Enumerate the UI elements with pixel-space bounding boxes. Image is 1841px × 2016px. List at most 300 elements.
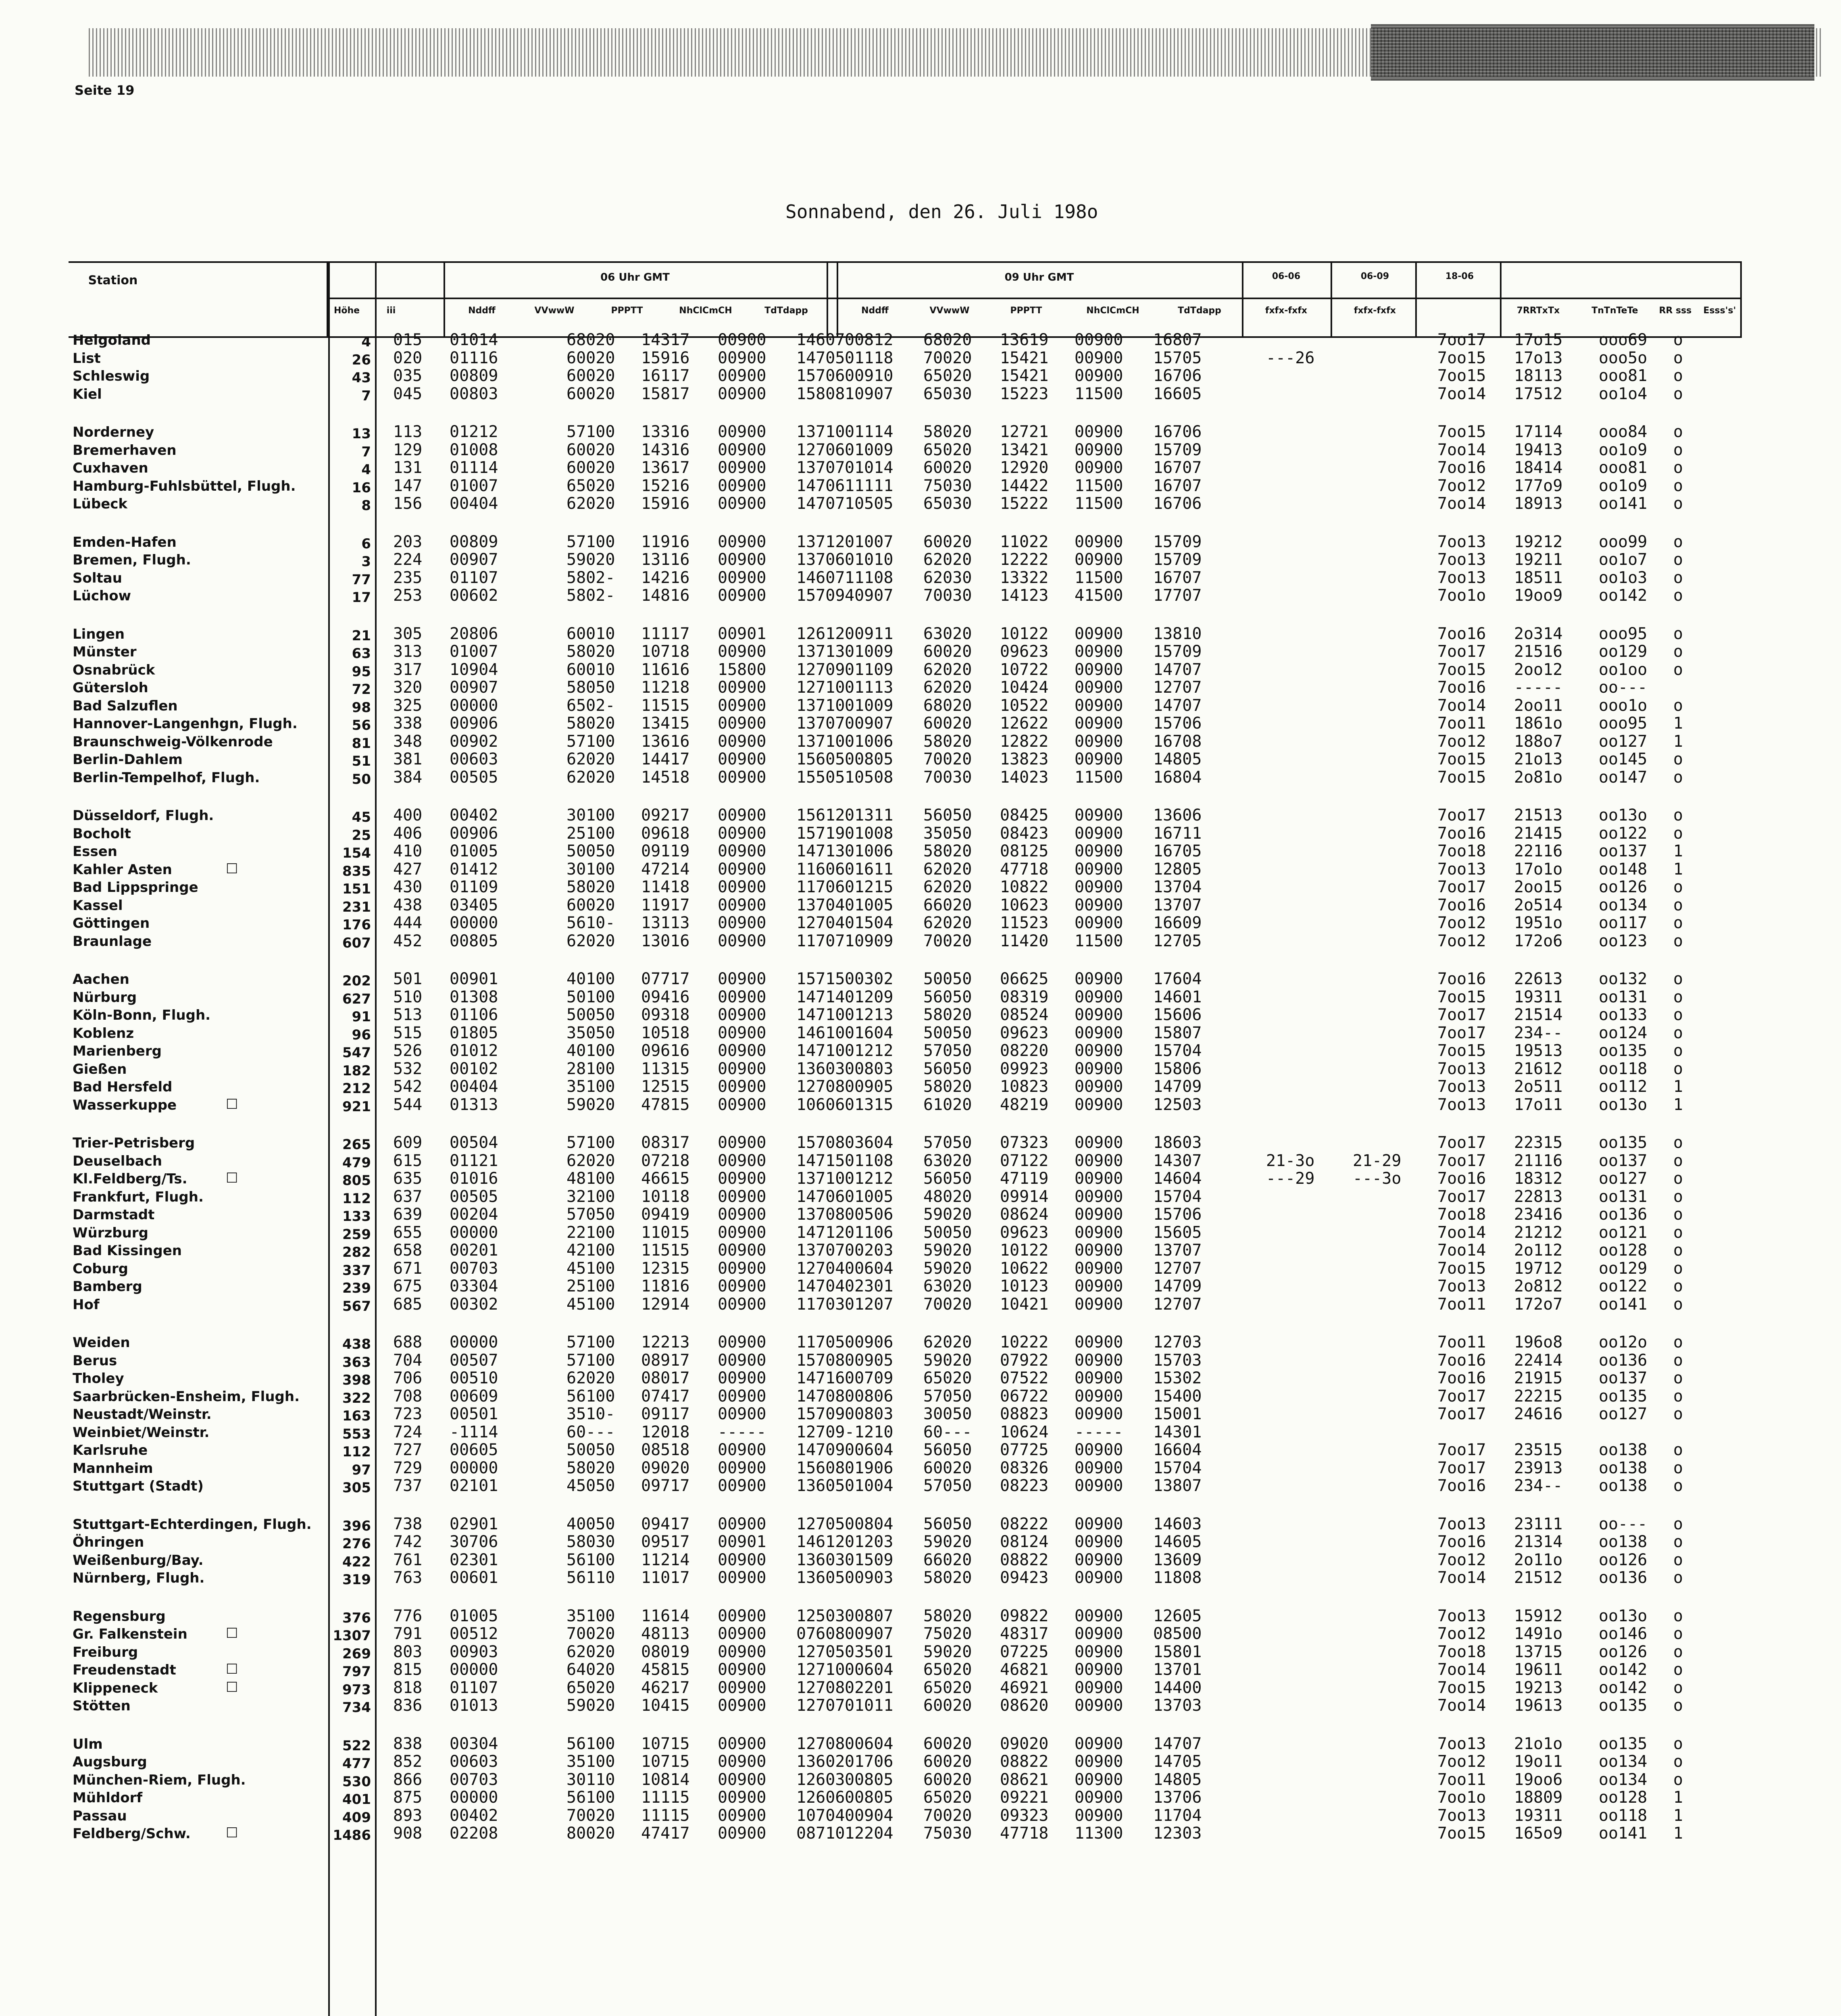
rr-txtx: 7oo15 (1437, 349, 1486, 367)
obs09-ppptt: 07725 (1000, 1441, 1049, 1459)
obs06-tdtd: 12603 (796, 1770, 845, 1789)
table-row (0, 970, 1841, 987)
esss: 1 (1673, 1824, 1683, 1843)
obs06-tdtd: 12606 (796, 1788, 845, 1807)
obs09-ppptt: 10122 (1000, 625, 1049, 643)
table-row (0, 678, 1841, 696)
obs06-tdtd: 12708 (796, 1735, 845, 1753)
obs09-clouds: 00900 (1075, 714, 1123, 733)
station-id: 671 (393, 1259, 423, 1278)
obs09-tdtd: 12703 (1153, 1333, 1202, 1352)
obs06-vvwww: 62020 (566, 1369, 615, 1387)
obs09-tdtd: 15704 (1153, 1187, 1202, 1206)
esss: o (1673, 1133, 1683, 1152)
obs09-clouds: 11500 (1075, 932, 1123, 950)
obs06-vvwww: 42100 (566, 1241, 615, 1260)
obs09-clouds: 00900 (1075, 1515, 1123, 1533)
tn-te: 2oo11 (1514, 696, 1563, 715)
rr-txtx: 7oo16 (1437, 625, 1486, 643)
rr-txtx: 7oo15 (1437, 1824, 1486, 1843)
obs06-ppptt: 11916 (641, 533, 690, 551)
station-name: Koblenz (73, 1025, 134, 1041)
station-id: 893 (393, 1806, 423, 1825)
obs06-clouds: 00900 (718, 1351, 766, 1370)
obs09-ppptt: 14123 (1000, 586, 1049, 605)
rr-txtx: 7oo12 (1437, 1624, 1486, 1643)
esss: o (1673, 1351, 1683, 1370)
obs09-ppptt: 15223 (1000, 385, 1049, 403)
obs06-tdtd: 13707 (796, 458, 845, 477)
esss: o (1673, 1024, 1683, 1042)
obs06-ppptt: 13617 (641, 458, 690, 477)
tn-te: 22613 (1514, 970, 1563, 988)
station-name: München-Riem, Flugh. (73, 1772, 246, 1788)
obs09-clouds: 00900 (1075, 349, 1123, 367)
obs09-clouds: 00900 (1075, 1223, 1123, 1242)
tn-te: 165o9 (1514, 1824, 1563, 1843)
station-name: Karlsruhe (73, 1442, 148, 1458)
rr-txtx: 7oo17 (1437, 1133, 1486, 1152)
obs06-clouds: 00900 (718, 367, 766, 385)
obs06-clouds: 00900 (718, 642, 766, 661)
table-row (0, 533, 1841, 550)
rr-sss: oo142 (1599, 1679, 1647, 1697)
station-name: Lübeck (73, 496, 128, 512)
obs06-nddff: 01107 (450, 1679, 498, 1697)
obs06-vvwww: 35100 (566, 1752, 615, 1771)
header-col: Nddff (468, 306, 496, 316)
station-name: Bamberg (73, 1279, 142, 1295)
rr-sss: oo122 (1599, 1277, 1647, 1295)
tn-te: 19213 (1514, 1679, 1563, 1697)
obs09-clouds: 00900 (1075, 696, 1123, 715)
obs06-nddff: 01121 (450, 1152, 498, 1170)
table-row (0, 914, 1841, 931)
station-name: Klippeneck (73, 1680, 158, 1696)
esss: o (1673, 1660, 1683, 1679)
rr-txtx: 7oo13 (1437, 533, 1486, 551)
rr-sss: oo141 (1599, 494, 1647, 513)
obs09-clouds: 00900 (1075, 1060, 1123, 1078)
obs06-nddff: 10904 (450, 660, 498, 679)
obs06-vvwww: 64020 (566, 1660, 615, 1679)
table-row (0, 1770, 1841, 1788)
obs09-nddff: 00910 (845, 367, 893, 385)
obs09-tdtd: 13701 (1153, 1660, 1202, 1679)
rr-sss: oo127 (1599, 732, 1647, 751)
rr-txtx: 7oo17 (1437, 1405, 1486, 1423)
obs06-ppptt: 09618 (641, 824, 690, 843)
obs06-nddff: 00504 (450, 1133, 498, 1152)
obs09-vvwww: 65020 (923, 1369, 972, 1387)
station-height: 56 (352, 717, 371, 733)
obs06-clouds: 00900 (718, 423, 766, 441)
obs09-ppptt: 09623 (1000, 1223, 1049, 1242)
obs09-tdtd: 13606 (1153, 806, 1202, 825)
obs09-tdtd: 16609 (1153, 914, 1202, 932)
obs09-ppptt: 08822 (1000, 1551, 1049, 1569)
table-row (0, 1788, 1841, 1806)
obs09-tdtd: 16707 (1153, 458, 1202, 477)
table-row (0, 860, 1841, 878)
rr-sss: oo117 (1599, 914, 1647, 932)
obs06-clouds: 00900 (718, 458, 766, 477)
rr-txtx: 7oo13 (1437, 860, 1486, 879)
obs09-vvwww: 57050 (923, 1387, 972, 1406)
station-id: 727 (393, 1441, 423, 1459)
obs09-clouds: 00900 (1075, 1333, 1123, 1352)
table-row (0, 1133, 1841, 1151)
obs09-tdtd: 14301 (1153, 1423, 1202, 1441)
station-name: Berlin-Dahlem (73, 752, 183, 768)
obs06-clouds: 00900 (718, 1752, 766, 1771)
station-name: Stötten (73, 1698, 131, 1714)
obs09-ppptt: 13619 (1000, 331, 1049, 349)
station-id: 655 (393, 1223, 423, 1242)
rr-sss: oo138 (1599, 1477, 1647, 1495)
rr-txtx: 7oo12 (1437, 1752, 1486, 1771)
obs09-tdtd: 15606 (1153, 1006, 1202, 1024)
obs09-nddff: 03604 (845, 1133, 893, 1152)
obs09-ppptt: 10522 (1000, 696, 1049, 715)
obs06-vvwww: 60020 (566, 458, 615, 477)
obs09-ppptt: 08620 (1000, 1696, 1049, 1715)
header-c8: Esss's' (1703, 306, 1736, 316)
station-height: 112 (342, 1191, 371, 1207)
station-name: Kl.Feldberg/Ts. (73, 1171, 187, 1187)
obs06-tdtd: 12709 (796, 1423, 845, 1441)
header-c5: 7RRTxTx (1516, 306, 1560, 316)
header-g3: 06-06 (1272, 271, 1301, 281)
esss: o (1673, 878, 1683, 896)
obs06-vvwww: 45100 (566, 1295, 615, 1314)
obs09-tdtd: 15703 (1153, 1351, 1202, 1370)
obs09-clouds: 00900 (1075, 1752, 1123, 1771)
obs06-tdtd: 13605 (796, 1477, 845, 1495)
obs09-ppptt: 07225 (1000, 1643, 1049, 1661)
tn-te: 18414 (1514, 458, 1563, 477)
rr-txtx: 7oo13 (1437, 1077, 1486, 1096)
obs09-ppptt: 09323 (1000, 1806, 1049, 1825)
obs09-clouds: 00900 (1075, 1788, 1123, 1807)
obs06-nddff: 00302 (450, 1295, 498, 1314)
obs09-vvwww: 58020 (923, 732, 972, 751)
obs09-clouds: 11500 (1075, 385, 1123, 403)
obs06-vvwww: 62020 (566, 750, 615, 768)
obs06-tdtd: 13712 (796, 533, 845, 551)
obs09-ppptt: 46821 (1000, 1660, 1049, 1679)
obs09-vvwww: 58020 (923, 1006, 972, 1024)
obs09-ppptt: 09221 (1000, 1788, 1049, 1807)
tn-te: 2oo15 (1514, 878, 1563, 896)
obs09-vvwww: 59020 (923, 1259, 972, 1278)
rr-txtx: 7oo17 (1437, 1006, 1486, 1024)
obs09-nddff: 01509 (845, 1551, 893, 1569)
table-row (0, 569, 1841, 586)
tn-te: 18913 (1514, 494, 1563, 513)
obs09-tdtd: 14707 (1153, 696, 1202, 715)
obs09-tdtd: 12707 (1153, 1259, 1202, 1278)
rr-sss: oo13o (1599, 1095, 1647, 1114)
obs09-ppptt: 12721 (1000, 423, 1049, 441)
tn-te: 1491o (1514, 1624, 1563, 1643)
esss: o (1673, 349, 1683, 367)
rr-sss: oo148 (1599, 860, 1647, 879)
obs09-vvwww: 70030 (923, 768, 972, 787)
rr-sss: oo118 (1599, 1060, 1647, 1078)
obs09-clouds: 00900 (1075, 1024, 1123, 1042)
obs06-vvwww: 56100 (566, 1788, 615, 1807)
obs06-ppptt: 11017 (641, 1568, 690, 1587)
station-height: 269 (342, 1646, 371, 1662)
obs09-ppptt: 08624 (1000, 1205, 1049, 1224)
obs06-vvwww: 5802- (566, 586, 615, 605)
tn-te: 23515 (1514, 1441, 1563, 1459)
obs09-ppptt: 10823 (1000, 1077, 1049, 1096)
obs09-nddff: 01011 (845, 1696, 893, 1715)
table-row (0, 1333, 1841, 1351)
rr-sss: oo1o7 (1599, 550, 1647, 569)
obs06-tdtd: 11706 (796, 878, 845, 896)
station-id: 515 (393, 1024, 423, 1042)
obs09-vvwww: 56050 (923, 1441, 972, 1459)
obs09-vvwww: 57050 (923, 1133, 972, 1152)
obs06-tdtd: 15709 (796, 586, 845, 605)
obs09-clouds: 00900 (1075, 1006, 1123, 1024)
station-name: Nürnberg, Flugh. (73, 1570, 205, 1586)
obs09-clouds: 11500 (1075, 494, 1123, 513)
obs09-ppptt: 12920 (1000, 458, 1049, 477)
obs09-nddff: 01109 (845, 660, 893, 679)
esss: o (1673, 768, 1683, 787)
station-height: 305 (342, 1480, 371, 1496)
obs06-nddff: 00402 (450, 1806, 498, 1825)
station-height: 4 (361, 462, 371, 478)
tn-te: 22315 (1514, 1133, 1563, 1152)
rr-txtx: 7oo16 (1437, 1533, 1486, 1551)
obs06-vvwww: 62020 (566, 1152, 615, 1170)
obs09-nddff: 01114 (845, 423, 893, 441)
table-row (0, 1077, 1841, 1095)
table-row (0, 1277, 1841, 1295)
table-row (0, 1679, 1841, 1696)
obs06-tdtd: 14709 (796, 1441, 845, 1459)
obs09-ppptt: 10222 (1000, 1333, 1049, 1352)
obs06-clouds: 00900 (718, 970, 766, 988)
obs06-ppptt: 12914 (641, 1295, 690, 1314)
obs09-ppptt: 07122 (1000, 1152, 1049, 1170)
rr-txtx: 7oo14 (1437, 494, 1486, 513)
obs09-ppptt: 13823 (1000, 750, 1049, 768)
rr-sss: oo121 (1599, 1223, 1647, 1242)
obs06-clouds: 00900 (718, 1133, 766, 1152)
header-col: NhClCmCH (1086, 306, 1139, 316)
station-name: Feldberg/Schw. (73, 1826, 191, 1842)
obs09-clouds: 11500 (1075, 768, 1123, 787)
tn-te: 21212 (1514, 1223, 1563, 1242)
rr-sss: ooo99 (1599, 533, 1647, 551)
rr-txtx: 7oo14 (1437, 1696, 1486, 1715)
rr-sss: oo138 (1599, 1459, 1647, 1477)
station-name: Stuttgart (Stadt) (73, 1478, 204, 1494)
obs06-tdtd: 14714 (796, 988, 845, 1006)
table-row (0, 1752, 1841, 1770)
station-height: 409 (342, 1810, 371, 1826)
obs06-ppptt: 11418 (641, 878, 690, 896)
esss: o (1673, 385, 1683, 403)
obs09-tdtd: 15704 (1153, 1459, 1202, 1477)
obs06-nddff: 00510 (450, 1369, 498, 1387)
table-row (0, 878, 1841, 896)
tn-te: 18809 (1514, 1788, 1563, 1807)
station-name: Ulm (73, 1736, 103, 1752)
station-name: Hannover-Langenhgn, Flugh. (73, 716, 298, 732)
table-row (0, 586, 1841, 604)
station-id: 325 (393, 696, 423, 715)
tn-te: 21314 (1514, 1533, 1563, 1551)
rr-sss: oo126 (1599, 878, 1647, 896)
obs09-nddff: 11111 (845, 477, 893, 495)
obs06-vvwww: 57100 (566, 732, 615, 751)
rr-sss: oo137 (1599, 1369, 1647, 1387)
obs06-clouds: 00900 (718, 1277, 766, 1295)
station-id: 815 (393, 1660, 423, 1679)
table-row (0, 423, 1841, 440)
obs06-nddff: 00907 (450, 550, 498, 569)
header-col: PPPTT (611, 306, 643, 316)
obs09-vvwww: 70020 (923, 750, 972, 768)
obs09-ppptt: 08220 (1000, 1041, 1049, 1060)
esss: o (1673, 1169, 1683, 1188)
obs06-nddff: 00501 (450, 1405, 498, 1423)
obs09-clouds: 00900 (1075, 806, 1123, 825)
obs06-ppptt: 13415 (641, 714, 690, 733)
station-height: 17 (352, 589, 371, 606)
obs06-clouds: 00900 (718, 842, 766, 860)
station-id: 015 (393, 331, 423, 349)
obs09-clouds: 00900 (1075, 1259, 1123, 1278)
station-height: 337 (342, 1262, 371, 1279)
rr-txtx: 7oo16 (1437, 824, 1486, 843)
obs06-vvwww: 60020 (566, 385, 615, 403)
obs06-vvwww: 40100 (566, 1041, 615, 1060)
station-height: 522 (342, 1738, 371, 1754)
obs09-vvwww: 65020 (923, 367, 972, 385)
station-height: 319 (342, 1572, 371, 1588)
obs09-nddff: 01212 (845, 1041, 893, 1060)
obs06-clouds: 00900 (718, 714, 766, 733)
station-name: Lingen (73, 626, 125, 642)
rr-txtx: 7oo13 (1437, 1277, 1486, 1295)
obs06-vvwww: 57050 (566, 1205, 615, 1224)
station-id: 430 (393, 878, 423, 896)
obs09-clouds: 00900 (1075, 331, 1123, 349)
station-height: 163 (342, 1408, 371, 1424)
obs06-vvwww: 57100 (566, 423, 615, 441)
obs09-vvwww: 65030 (923, 385, 972, 403)
esss: o (1673, 1405, 1683, 1423)
esss: o (1673, 824, 1683, 843)
station-id: 836 (393, 1696, 423, 1715)
rr-sss: oo147 (1599, 768, 1647, 787)
obs06-clouds: 00900 (718, 1259, 766, 1278)
obs06-nddff: 00505 (450, 1187, 498, 1206)
obs09-vvwww: 65020 (923, 441, 972, 459)
obs06-clouds: 00900 (718, 1169, 766, 1188)
obs06-ppptt: 09119 (641, 842, 690, 860)
header-c4: fxfx-fxfx (1354, 306, 1396, 316)
obs09-nddff: 01009 (845, 441, 893, 459)
obs06-nddff: 00609 (450, 1387, 498, 1406)
obs06-vvwww: 60020 (566, 349, 615, 367)
station-id: 338 (393, 714, 423, 733)
obs06-clouds: 00900 (718, 1735, 766, 1753)
table-row (0, 1806, 1841, 1824)
obs09-tdtd: 13703 (1153, 1696, 1202, 1715)
checkbox-marker-icon: ☐ (226, 1170, 238, 1186)
obs09-ppptt: 10421 (1000, 1295, 1049, 1314)
obs09-ppptt: 09623 (1000, 1024, 1049, 1042)
obs06-ppptt: 09217 (641, 806, 690, 825)
rr-sss: oo124 (1599, 1024, 1647, 1042)
obs09-nddff: 01604 (845, 1024, 893, 1042)
rr-txtx: 7oo14 (1437, 1223, 1486, 1242)
station-id: 235 (393, 569, 423, 587)
obs06-vvwww: 80020 (566, 1824, 615, 1843)
obs06-clouds: 00900 (718, 1788, 766, 1807)
obs09-clouds: 00900 (1075, 1041, 1123, 1060)
table-row (0, 1568, 1841, 1586)
range-fxfx-2: ---3o (1353, 1169, 1402, 1188)
obs06-nddff: 01012 (450, 1041, 498, 1060)
obs09-vvwww: 62020 (923, 860, 972, 879)
table-row (0, 1187, 1841, 1205)
obs09-ppptt: 08223 (1000, 1477, 1049, 1495)
obs09-clouds: 00900 (1075, 458, 1123, 477)
esss: o (1673, 625, 1683, 643)
station-height: 282 (342, 1244, 371, 1260)
obs06-clouds: 00900 (718, 494, 766, 513)
table-row (0, 1643, 1841, 1660)
obs06-tdtd: 14707 (796, 494, 845, 513)
station-height: 479 (342, 1155, 371, 1171)
header-col: TdTdapp (1178, 306, 1221, 316)
obs09-tdtd: 12605 (1153, 1607, 1202, 1625)
tn-te: 19513 (1514, 1041, 1563, 1060)
obs09-nddff: 02301 (845, 1277, 893, 1295)
obs06-clouds: 00900 (718, 1205, 766, 1224)
obs06-nddff: 20806 (450, 625, 498, 643)
station-id: 639 (393, 1205, 423, 1224)
obs06-clouds: 00900 (718, 896, 766, 914)
obs09-vvwww: 59020 (923, 1351, 972, 1370)
rr-sss: oo135 (1599, 1133, 1647, 1152)
table-row (0, 550, 1841, 568)
obs09-tdtd: 15706 (1153, 1205, 1202, 1224)
obs09-vvwww: 70030 (923, 586, 972, 605)
obs06-vvwww: 30100 (566, 806, 615, 825)
rr-txtx: 7oo15 (1437, 768, 1486, 787)
obs09-nddff: 40907 (845, 586, 893, 605)
rr-txtx: 7oo17 (1437, 642, 1486, 661)
obs09-tdtd: 16605 (1153, 385, 1202, 403)
esss: o (1673, 423, 1683, 441)
station-id: 313 (393, 642, 423, 661)
station-name: Hamburg-Fuhlsbüttel, Flugh. (73, 478, 296, 494)
obs06-vvwww: 56110 (566, 1568, 615, 1587)
obs06-nddff: 00507 (450, 1351, 498, 1370)
obs09-tdtd: 12707 (1153, 678, 1202, 697)
